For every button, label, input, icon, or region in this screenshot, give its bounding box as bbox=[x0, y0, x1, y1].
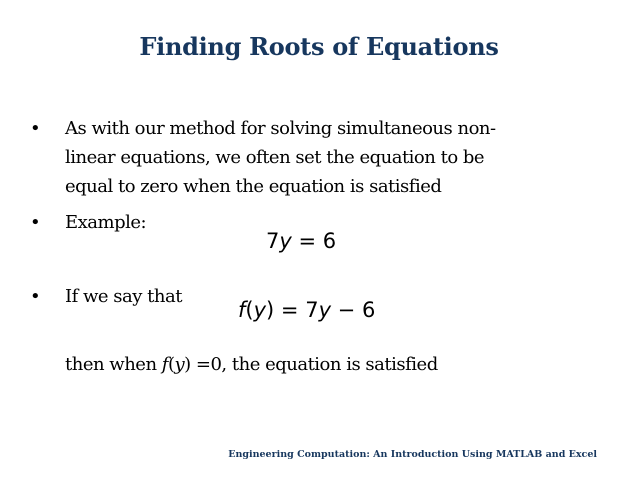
conclusion-close-paren: ) bbox=[184, 354, 191, 375]
conclusion-prefix: then when bbox=[65, 354, 162, 375]
slide-title: Finding Roots of Equations bbox=[139, 32, 499, 61]
bullet-1-line-2: linear equations, we often set the equation to be bbox=[65, 147, 485, 168]
conclusion-line bbox=[65, 350, 438, 379]
slide-footer: Engineering Computation: An Introduction Using MATLAB and Excel bbox=[228, 449, 597, 460]
bullet-marker: • bbox=[30, 212, 41, 233]
bullet-3-label: If we say that bbox=[65, 286, 182, 307]
equation-example bbox=[266, 229, 336, 253]
bullet-marker: • bbox=[30, 118, 41, 139]
eq-minus-six: − 6 bbox=[331, 298, 376, 322]
eq-open-paren: ( bbox=[245, 298, 254, 322]
bullet-1-line-1: As with our method for solving simultaneous non- bbox=[65, 118, 496, 139]
eq-equals-seven: = 7 bbox=[274, 298, 319, 322]
conclusion-variable: y bbox=[174, 354, 185, 375]
equation-function bbox=[238, 298, 375, 322]
bullet-1-line-3: equal to zero when the equation is satisfied bbox=[65, 176, 442, 197]
conclusion-open-paren: ( bbox=[167, 354, 175, 375]
eq-coefficient: 7 bbox=[266, 229, 280, 253]
eq-rhs: = 6 bbox=[291, 229, 337, 253]
bullet-marker: • bbox=[30, 286, 41, 307]
eq-close-paren: ) bbox=[266, 298, 275, 322]
conclusion-suffix: =0, the equation is satisfied bbox=[190, 354, 438, 375]
eq-variable: y bbox=[279, 229, 292, 253]
bullet-2-label: Example: bbox=[65, 212, 147, 233]
eq-variable: y bbox=[253, 298, 267, 322]
eq-function-name: f bbox=[238, 298, 246, 322]
conclusion-function-name: f bbox=[161, 354, 168, 375]
eq-variable-2: y bbox=[318, 298, 331, 322]
